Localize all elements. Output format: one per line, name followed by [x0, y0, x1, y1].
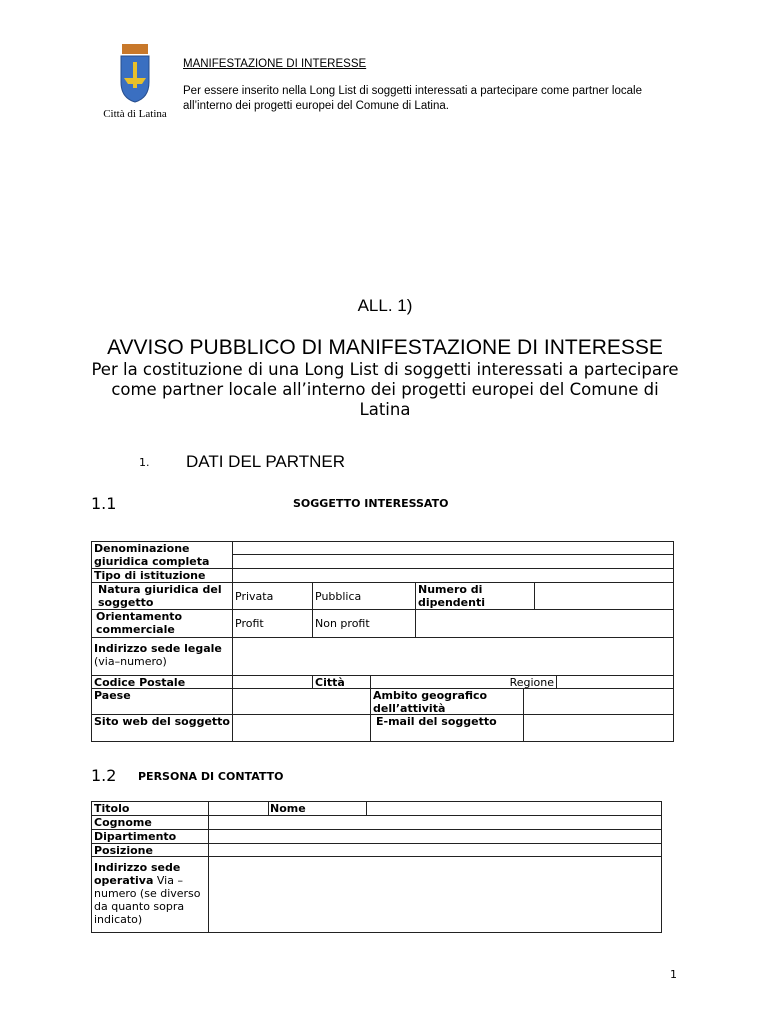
input-email[interactable]	[523, 714, 674, 742]
input-ambito[interactable]	[523, 688, 674, 715]
input-posizione[interactable]	[208, 843, 662, 857]
input-numero-dipendenti[interactable]	[534, 582, 674, 610]
input-indirizzo-operativa[interactable]	[208, 856, 662, 933]
option-profit[interactable]: Profit	[232, 609, 313, 638]
label-tipo: Tipo di istituzione	[91, 568, 233, 583]
label-nome: Nome	[268, 801, 367, 816]
input-denominazione-1[interactable]	[232, 541, 674, 555]
input-indirizzo[interactable]	[232, 637, 674, 676]
header-subtitle: Per essere inserito nella Long List di soggetti interessati a partecipare come partner locale all’interno dei progetti europei del Comune di Latina.	[183, 85, 642, 112]
section-1-2-title: PERSONA DI CONTATTO	[138, 770, 284, 783]
input-paese[interactable]	[232, 688, 371, 715]
input-titolo[interactable]	[208, 801, 269, 816]
section-1-title: DATI DEL PARTNER	[186, 452, 346, 471]
label-paese: Paese	[91, 688, 233, 715]
label-indirizzo-hint: (via–numero)	[94, 655, 167, 668]
label-regione: Regione	[370, 675, 557, 689]
label-indirizzo-operativa-text: Indirizzo sede operativa	[94, 861, 181, 887]
input-dipartimento[interactable]	[208, 829, 662, 844]
label-ambito: Ambito geografico dell’attività	[370, 688, 524, 715]
label-indirizzo-text: Indirizzo sede legale	[94, 642, 222, 655]
section-1-1-title: SOGGETTO INTERESSATO	[293, 497, 449, 510]
header-title: MANIFESTAZIONE DI INTERESSE	[183, 58, 367, 70]
input-denominazione-2[interactable]	[232, 554, 674, 569]
label-titolo: Titolo	[91, 801, 209, 816]
input-tipo[interactable]	[232, 568, 674, 583]
label-denominazione: Denominazione giuridica completa	[91, 541, 233, 569]
input-regione[interactable]	[556, 675, 674, 689]
label-indirizzo-operativa	[91, 856, 209, 933]
page-number: 1	[670, 968, 677, 981]
logo-caption: Città di Latina	[103, 108, 167, 120]
label-citta: Città	[312, 675, 371, 689]
main-subtitle: Per la costituzione di una Long List di soggetti interessati a partecipare come partner locale all’interno dei progetti europei del Comune di Latina	[91, 360, 679, 419]
label-indirizzo-operativa-hint: Via – numero (se diverso da quanto sopra indicato)	[94, 874, 201, 926]
section-1-2-number: 1.2	[91, 766, 117, 785]
option-pubblica[interactable]: Pubblica	[312, 582, 416, 610]
input-nome[interactable]	[366, 801, 662, 816]
option-non-profit[interactable]: Non profit	[312, 609, 416, 638]
option-privata[interactable]: Privata	[232, 582, 313, 610]
label-sito: Sito web del soggetto	[91, 714, 233, 742]
section-1-1-number: 1.1	[91, 494, 117, 513]
label-dipartimento: Dipartimento	[91, 829, 209, 844]
main-title: AVVISO PUBBLICO DI MANIFESTAZIONE DI INTERESSE	[107, 336, 663, 359]
input-sito[interactable]	[232, 714, 371, 742]
label-posizione: Posizione	[91, 843, 209, 857]
label-natura: Natura giuridica del soggetto	[91, 582, 233, 610]
city-crest-logo	[100, 42, 170, 118]
input-cognome[interactable]	[208, 815, 662, 830]
annex-label: ALL. 1)	[357, 296, 413, 315]
label-email: E-mail del soggetto	[370, 714, 524, 742]
section-1-number: 1.	[139, 456, 150, 469]
label-orientamento: Orientamento commerciale	[91, 609, 233, 638]
label-indirizzo	[91, 637, 233, 676]
label-numero-dipendenti: Numero di dipendenti	[415, 582, 535, 610]
label-cognome: Cognome	[91, 815, 209, 830]
empty-cell	[415, 609, 674, 638]
input-cap[interactable]	[232, 675, 313, 689]
label-cap: Codice Postale	[91, 675, 233, 689]
